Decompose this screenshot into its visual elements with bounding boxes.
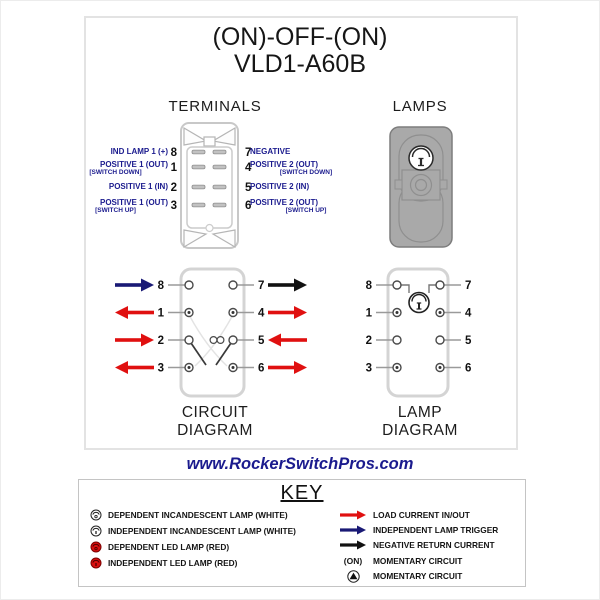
key-item: DEPENDENT INCANDESCENT LAMP (WHITE) <box>89 507 296 523</box>
load-in-arrow <box>268 334 307 347</box>
momentary-triangle-icon <box>337 570 369 583</box>
side-tab <box>395 180 402 189</box>
key-heading: KEY <box>280 482 324 504</box>
negative-return-arrow <box>268 279 307 292</box>
svg-text:7: 7 <box>465 280 472 292</box>
terminal-label-4: POSITIVE 2 (OUT) [SWITCH DOWN] <box>250 160 333 176</box>
svg-text:2: 2 <box>157 335 164 347</box>
svg-text:5: 5 <box>258 335 265 347</box>
key-right-column <box>337 507 498 584</box>
svg-text:3: 3 <box>365 362 372 375</box>
website-url: www.RockerSwitchPros.com <box>186 455 414 473</box>
load-out-arrow <box>268 306 307 319</box>
independent-incandescent-lamp-icon <box>409 293 429 313</box>
actuator-front-view-drawing <box>385 120 460 255</box>
key-item: LOAD CURRENT IN/OUT <box>337 507 498 522</box>
svg-text:8: 8 <box>157 280 164 292</box>
svg-text:6: 6 <box>465 362 472 375</box>
terminal-number: 5 <box>245 182 252 194</box>
key-item: INDEPENDENT LED LAMP (RED) <box>89 555 296 571</box>
page-title <box>0 24 600 78</box>
svg-text:4: 4 <box>465 307 472 320</box>
svg-text:1: 1 <box>157 307 164 320</box>
terminals-heading: TERMINALS <box>168 98 262 115</box>
independent-incandescent-lamp-icon <box>409 146 433 170</box>
terminal-label-7: NEGATIVE <box>250 147 291 156</box>
terminal-label-2: POSITIVE 1 (IN) <box>108 182 168 191</box>
svg-text:3: 3 <box>157 362 164 375</box>
terminal-label-1: POSITIVE 1 (OUT) [SWITCH DOWN] <box>89 160 168 176</box>
independent-led-lamp-icon <box>89 557 103 569</box>
red-arrow-icon <box>337 510 369 520</box>
top-tab <box>204 137 215 146</box>
dependent-incandescent-lamp-icon <box>89 509 103 521</box>
circuit-diagram-caption: CIRCUIT DIAGRAM <box>177 404 253 439</box>
lamp-trigger-arrow <box>115 279 154 292</box>
terminal-number: 6 <box>245 200 252 212</box>
bottom-notch <box>206 225 213 232</box>
svg-text:8: 8 <box>365 280 372 292</box>
terminal-label-8: IND LAMP 1 (+) <box>110 147 168 156</box>
terminal-label-3: POSITIVE 1 (OUT) [SWITCH UP] <box>95 198 168 214</box>
key-item: DEPENDENT LED LAMP (RED) <box>89 539 296 555</box>
svg-text:5: 5 <box>465 335 472 347</box>
load-in-arrow <box>115 334 154 347</box>
load-out-arrow <box>268 361 307 374</box>
lamp-diagram-drawing <box>350 262 500 407</box>
svg-text:7: 7 <box>258 280 265 292</box>
load-out-arrow <box>115 306 154 319</box>
momentary-on-symbol: (ON) <box>343 555 363 566</box>
key-panel <box>78 479 526 587</box>
key-item: INDEPENDENT INCANDESCENT LAMP (WHITE) <box>89 523 296 539</box>
lamps-heading: LAMPS <box>392 98 448 115</box>
svg-text:6: 6 <box>258 362 265 375</box>
dependent-led-lamp-icon <box>89 541 103 553</box>
switch-function-title: (ON)-OFF-(ON) <box>212 23 388 51</box>
side-tab <box>440 180 447 189</box>
svg-text:2: 2 <box>365 335 372 347</box>
terminal-label-6: POSITIVE 2 (OUT) [SWITCH UP] <box>250 198 327 214</box>
svg-text:4: 4 <box>258 307 265 320</box>
key-item: MOMENTARY CIRCUIT <box>337 569 498 584</box>
key-left-column <box>89 507 296 571</box>
navy-arrow-icon <box>337 525 369 535</box>
terminal-number: 3 <box>170 200 177 212</box>
switch-rear-housing <box>181 123 238 248</box>
load-out-arrow <box>115 361 154 374</box>
circuit-diagram-drawing <box>100 262 320 407</box>
terminal-label-5: POSITIVE 2 (IN) <box>250 182 310 191</box>
lamp-diagram-caption: LAMP DIAGRAM <box>382 404 458 439</box>
svg-text:1: 1 <box>365 307 372 320</box>
terminal-number: 1 <box>170 162 177 174</box>
black-arrow-icon <box>337 540 369 550</box>
independent-incandescent-lamp-icon <box>89 525 103 537</box>
switch-rear-view-drawing <box>160 118 260 258</box>
terminal-number: 7 <box>245 147 252 159</box>
terminal-number: 2 <box>170 182 177 194</box>
terminal-number: 4 <box>245 162 252 174</box>
key-item: (ON) MOMENTARY CIRCUIT <box>337 553 498 568</box>
terminal-number: 8 <box>170 147 177 159</box>
key-item: NEGATIVE RETURN CURRENT <box>337 538 498 553</box>
model-number: VLD1-A60B <box>233 50 367 78</box>
key-item: INDEPENDENT LAMP TRIGGER <box>337 522 498 537</box>
